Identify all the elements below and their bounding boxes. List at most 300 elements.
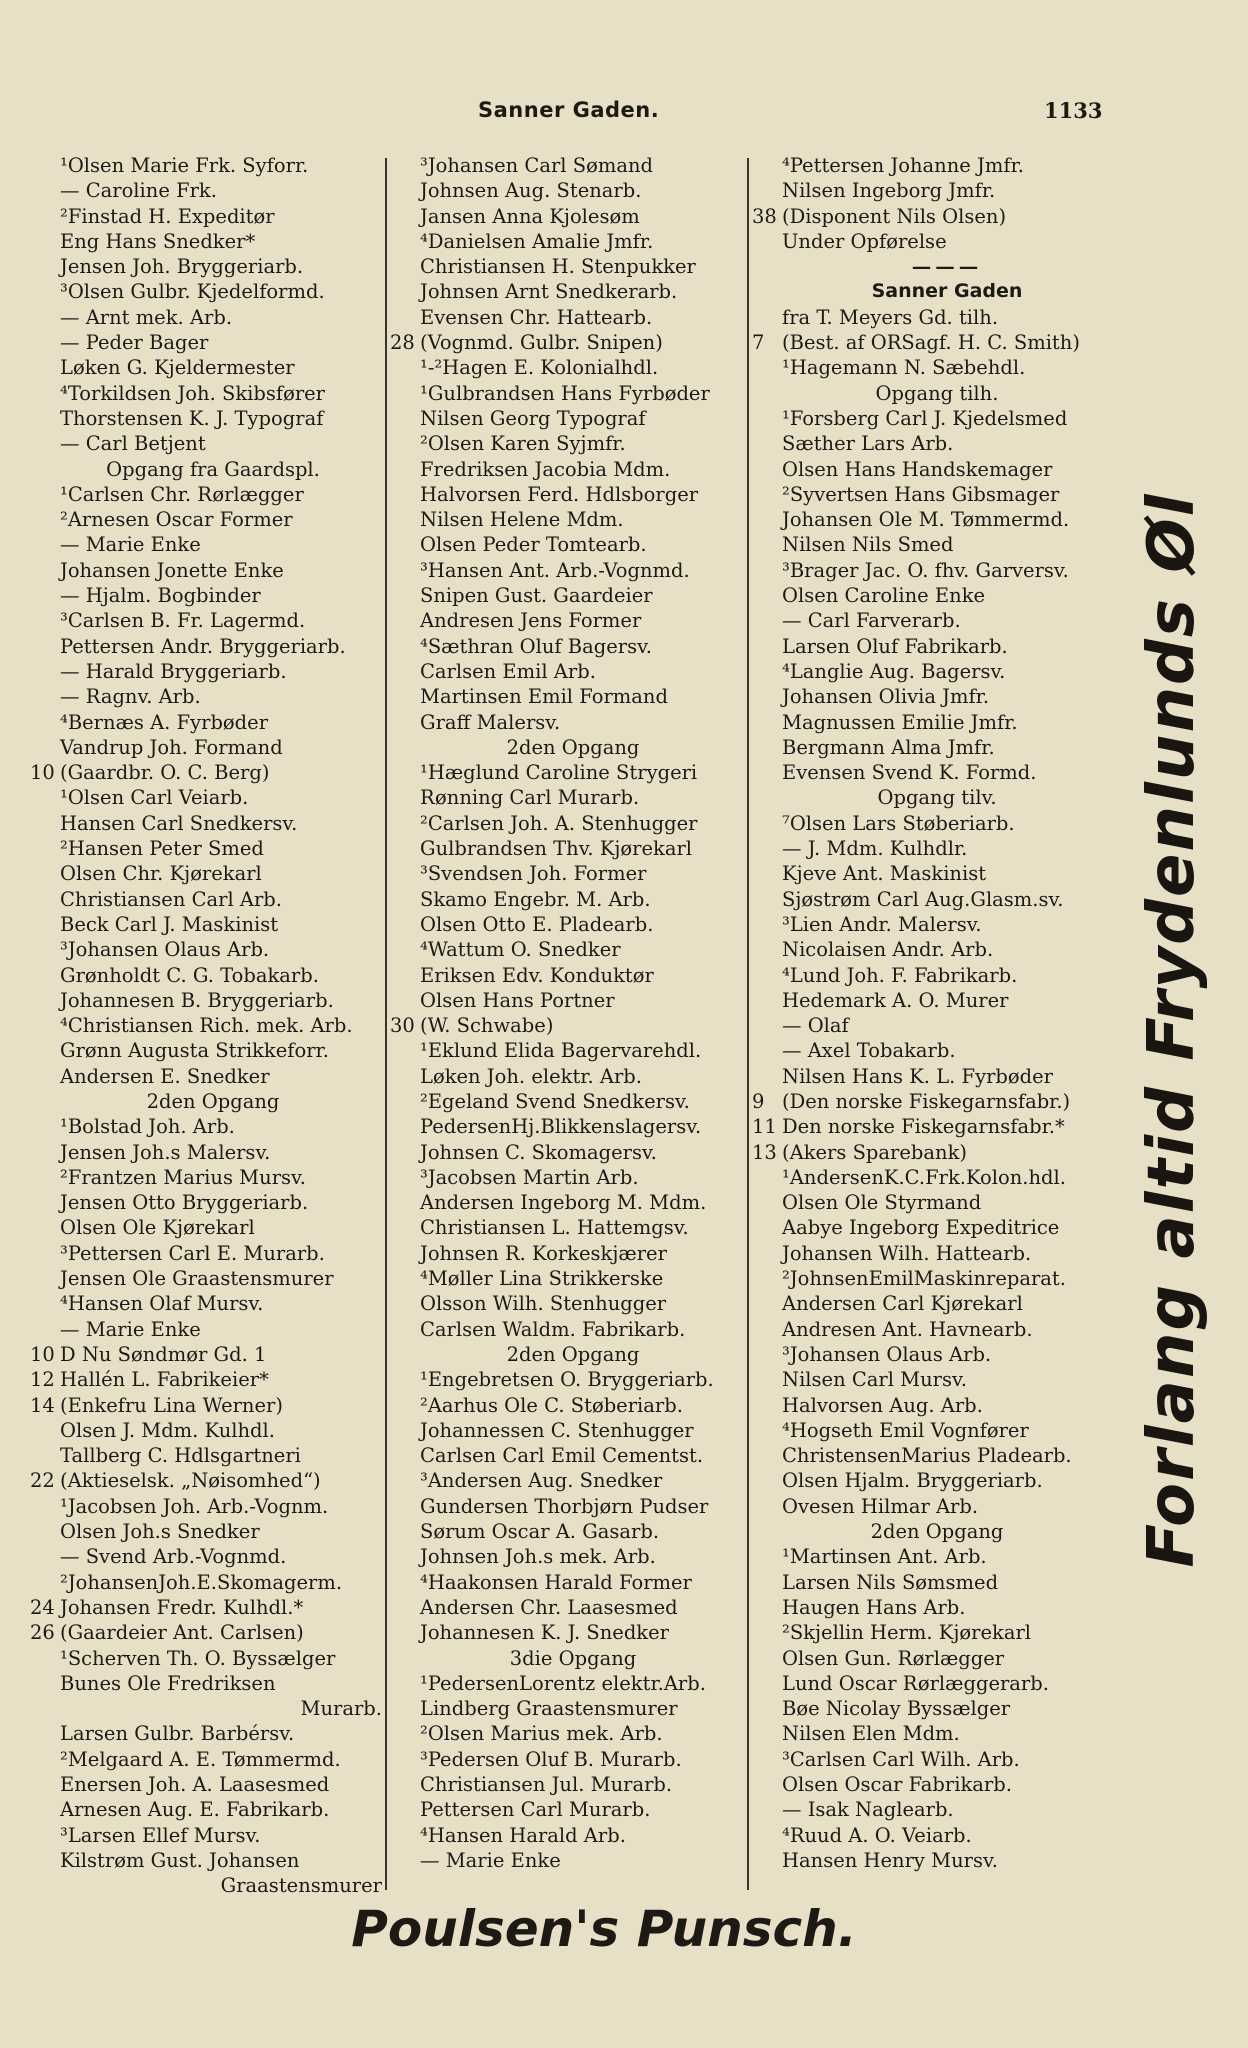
column-divider — [385, 158, 387, 1890]
entry-text: Magnussen Emilie Jmfr. — [782, 710, 1018, 734]
directory-entry — [752, 735, 1112, 760]
directory-entry — [30, 330, 386, 355]
directory-entry — [390, 659, 746, 684]
footer-ad-text: Poulsen's Punsch. — [351, 1900, 857, 1958]
entry-text: Larsen Oluf Fabrikarb. — [782, 634, 1008, 658]
directory-entry — [30, 204, 386, 229]
entry-text: ⁴Haakonsen Harald Former — [420, 1570, 692, 1594]
directory-entry — [390, 204, 746, 229]
directory-entry — [752, 1317, 1112, 1342]
entry-text: Halvorsen Ferd. Hdlsborger — [420, 482, 699, 506]
entry-text: Sanner Gaden — [871, 280, 1023, 303]
house-number: 30 — [390, 1014, 415, 1038]
entry-text: ³Brager Jac. O. fhv. Garversv. — [782, 558, 1069, 582]
directory-entry — [390, 1823, 746, 1848]
entry-text: Graastensmurer — [220, 1874, 382, 1898]
directory-entry — [390, 1291, 746, 1316]
directory-entry — [390, 735, 746, 760]
directory-entry — [752, 1215, 1112, 1240]
directory-entry — [30, 1747, 386, 1772]
entry-text: Snipen Gust. Gaardeier — [420, 584, 653, 608]
entry-text: — Caroline Frk. — [60, 179, 217, 203]
entry-text: ¹Bolstad Joh. Arb. — [60, 1115, 235, 1139]
directory-entry — [390, 1848, 746, 1873]
entry-text: ³Johansen Olaus Arb. — [60, 938, 270, 962]
directory-entry — [752, 1114, 1112, 1139]
entry-text: Olsen Hans Handskemager — [782, 457, 1053, 481]
directory-entry — [390, 1418, 746, 1443]
directory-entry — [30, 1064, 386, 1089]
directory-entry — [752, 1747, 1112, 1772]
entry-text: ¹Martinsen Ant. Arb. — [782, 1545, 987, 1569]
entry-text: Johannesen B. Bryggeriarb. — [60, 988, 334, 1012]
directory-entry — [390, 684, 746, 709]
entry-text: — Arnt mek. Arb. — [60, 305, 233, 329]
entry-text: Grønholdt C. G. Tobakarb. — [60, 963, 319, 987]
directory-entry — [390, 381, 746, 406]
entry-text: Olsen Oscar Fabrikarb. — [782, 1773, 1012, 1796]
directory-entry — [752, 1443, 1112, 1468]
entry-text: — Marie Enke — [420, 1848, 561, 1872]
entry-text: Hansen Carl Snedkersv. — [60, 811, 298, 835]
directory-entry — [30, 457, 386, 482]
directory-entry — [752, 1721, 1112, 1746]
entry-text: Opgang tilv. — [877, 786, 997, 810]
entry-text: Olsen Gun. Rørlægger — [782, 1646, 1005, 1670]
entry-text: Eriksen Edv. Konduktør — [420, 963, 654, 987]
directory-entry — [390, 1519, 746, 1544]
directory-entry — [30, 1519, 386, 1544]
directory-entry — [390, 963, 746, 988]
entry-text: — Carl Betjent — [60, 432, 206, 456]
entry-text: Carlsen Emil Arb. — [420, 659, 596, 683]
entry-text: Johnsen C. Skomagersv. — [420, 1140, 657, 1164]
directory-entry — [30, 1165, 386, 1190]
directory-entry — [390, 1443, 746, 1468]
entry-text: Thorstensen K. J. Typograf — [60, 406, 324, 430]
entry-text: Murarb. — [300, 1697, 382, 1721]
entry-text: Gundersen Thorbjørn Pudser — [420, 1494, 709, 1518]
entry-text: ¹Engebretsen O. Bryggeriarb. — [420, 1368, 714, 1392]
directory-entry — [30, 608, 386, 633]
entry-text: — Marie Enke — [60, 1317, 201, 1341]
directory-entry — [30, 1418, 386, 1443]
entry-text: Andresen Ant. Havnearb. — [782, 1317, 1033, 1341]
directory-entry — [752, 1393, 1112, 1418]
entry-text: ³Andersen Aug. Snedker — [420, 1469, 663, 1493]
entry-text: ⁴Pettersen Johanne Jmfr. — [782, 154, 1024, 177]
directory-entry — [752, 1671, 1112, 1696]
directory-entry — [390, 406, 746, 431]
entry-text: Andersen Ingeborg M. Mdm. — [420, 1191, 707, 1215]
entry-text: ——— — [911, 255, 983, 279]
entry-text: Lindberg Graastensmurer — [420, 1697, 678, 1721]
directory-entry — [752, 406, 1112, 431]
directory-entry — [30, 659, 386, 684]
entry-text: Nicolaisen Andr. Arb. — [782, 938, 994, 962]
directory-entry — [30, 912, 386, 937]
directory-entry — [30, 1367, 386, 1392]
house-number: 14 — [30, 1393, 55, 1417]
directory-entry — [752, 760, 1112, 785]
entry-text: Rønning Carl Murarb. — [420, 786, 640, 810]
directory-entry — [30, 1620, 386, 1645]
entry-text: 2den Opgang — [870, 1520, 1004, 1544]
directory-entry — [752, 887, 1112, 912]
directory-entry — [390, 1646, 746, 1671]
entry-text: Hedemark A. O. Murer — [782, 988, 1009, 1012]
entry-text: ¹PedersenLorentz elektr.Arb. — [420, 1671, 706, 1695]
entry-text: ²Olsen Marius mek. Arb. — [420, 1722, 663, 1746]
column-divider — [747, 158, 749, 1890]
entry-text: — Ragnv. Arb. — [60, 685, 201, 709]
entry-text: Johansen Olivia Jmfr. — [782, 685, 990, 709]
entry-text: — Hjalm. Bogbinder — [60, 584, 261, 608]
directory-entry — [752, 963, 1112, 988]
directory-entry — [752, 1013, 1112, 1038]
directory-entry — [752, 153, 1112, 178]
entry-text: ⁴Sæthran Oluf Bagersv. — [420, 634, 653, 658]
directory-entry — [390, 1038, 746, 1063]
directory-entry — [30, 1721, 386, 1746]
directory-entry — [30, 1797, 386, 1822]
directory-entry — [390, 1696, 746, 1721]
directory-entry — [30, 1595, 386, 1620]
entry-text: Hallén L. Fabrikeier* — [60, 1368, 269, 1392]
entry-text: ²Finstad H. Expeditør — [60, 204, 275, 228]
directory-entry — [390, 887, 746, 912]
directory-entry — [752, 836, 1112, 861]
entry-text: ²Skjellin Herm. Kjørekarl — [782, 1621, 1032, 1645]
entry-text: ⁷Olsen Lars Støberiarb. — [782, 811, 1015, 835]
directory-entry — [752, 1266, 1112, 1291]
entry-text: Evensen Svend K. Formd. — [782, 761, 1037, 785]
directory-entry — [752, 1696, 1112, 1721]
directory-entry — [390, 1721, 746, 1746]
directory-entry — [30, 1443, 386, 1468]
entry-text: Olsen Hans Portner — [420, 988, 615, 1012]
entry-text: Nilsen Georg Typograf — [420, 406, 646, 430]
house-number: 13 — [752, 1140, 777, 1164]
entry-text: ²Aarhus Ole C. Støberiarb. — [420, 1393, 683, 1417]
directory-entry — [752, 457, 1112, 482]
entry-text: Nilsen Elen Mdm. — [782, 1722, 960, 1746]
directory-entry — [30, 153, 386, 178]
entry-text: Jensen Otto Bryggeriarb. — [60, 1191, 309, 1215]
entry-text: Opgang tilh. — [875, 381, 999, 405]
entry-text: 2den Opgang — [506, 735, 640, 759]
entry-text: (Best. af ORSagf. H. C. Smith) — [782, 331, 1080, 355]
entry-text: Fredriksen Jacobia Mdm. — [420, 457, 671, 481]
directory-entry — [390, 1140, 746, 1165]
directory-column-2 — [390, 153, 746, 1873]
entry-text: Arnesen Aug. E. Fabrikarb. — [60, 1798, 330, 1822]
directory-entry — [752, 1848, 1112, 1873]
entry-text: Halvorsen Aug. Arb. — [782, 1393, 983, 1417]
entry-text: Beck Carl J. Maskinist — [60, 912, 279, 936]
directory-entry — [30, 1241, 386, 1266]
entry-text: Johnsen R. Korkeskjærer — [420, 1241, 667, 1265]
directory-entry — [30, 583, 386, 608]
directory-entry — [390, 1671, 746, 1696]
directory-entry — [30, 988, 386, 1013]
directory-entry — [30, 1089, 386, 1114]
directory-entry — [30, 1266, 386, 1291]
entry-text: Jansen Anna Kjolesøm — [420, 204, 640, 228]
directory-entry — [390, 457, 746, 482]
entry-text: ²Syvertsen Hans Gibsmager — [782, 482, 1060, 506]
directory-entry — [390, 254, 746, 279]
entry-text: — Olaf — [782, 1014, 849, 1038]
entry-text: ⁴Torkildsen Joh. Skibsfører — [60, 381, 326, 405]
directory-entry — [30, 1873, 386, 1898]
directory-entry — [752, 1165, 1112, 1190]
directory-entry — [752, 330, 1112, 355]
directory-entry — [752, 254, 1112, 279]
directory-entry — [30, 532, 386, 557]
entry-text: Larsen Gulbr. Barbérsv. — [60, 1722, 295, 1746]
directory-entry — [390, 229, 746, 254]
entry-text: Bunes Ole Fredriksen — [60, 1671, 276, 1695]
entry-text: Johansen Wilh. Hattearb. — [782, 1241, 1032, 1265]
directory-entry — [752, 1190, 1112, 1215]
entry-text: Graff Malersv. — [420, 710, 561, 734]
directory-entry — [752, 1367, 1112, 1392]
directory-entry — [752, 912, 1112, 937]
directory-entry — [752, 1797, 1112, 1822]
entry-text: ⁴Christiansen Rich. mek. Arb. — [60, 1014, 353, 1038]
entry-text: Christiansen Jul. Murarb. — [420, 1773, 673, 1796]
vertical-ad-text: Forlang altid Frydenlunds Øl — [1135, 492, 1209, 1568]
directory-entry — [390, 912, 746, 937]
directory-entry — [30, 1013, 386, 1038]
house-number: 9 — [752, 1089, 765, 1113]
house-number: 38 — [752, 204, 777, 228]
entry-text: ¹Gulbrandsen Hans Fyrbøder — [420, 381, 710, 405]
directory-entry — [390, 1772, 746, 1797]
directory-entry — [30, 1215, 386, 1240]
directory-entry — [390, 1165, 746, 1190]
directory-entry — [30, 1140, 386, 1165]
entry-text: Lund Oscar Rørlæggerarb. — [782, 1671, 1049, 1695]
entry-text: ³Jacobsen Martin Arb. — [420, 1165, 639, 1189]
house-number: 22 — [30, 1469, 55, 1493]
house-number: 28 — [390, 331, 415, 355]
entry-text: Johnsen Joh.s mek. Arb. — [420, 1545, 656, 1569]
directory-entry — [752, 507, 1112, 532]
entry-text: Olsen Hjalm. Bryggeriarb. — [782, 1469, 1043, 1493]
directory-entry — [390, 1317, 746, 1342]
directory-entry — [30, 684, 386, 709]
entry-text: ⁴Lund Joh. F. Fabrikarb. — [782, 963, 1018, 987]
entry-text: Johannesen K. J. Snedker — [420, 1621, 669, 1645]
entry-text: Carlsen Carl Emil Cementst. — [420, 1444, 704, 1468]
house-number: 10 — [30, 761, 55, 785]
entry-text: ²Arnesen Oscar Former — [60, 508, 293, 532]
house-number: 11 — [752, 1115, 777, 1139]
entry-text: Evensen Chr. Hattearb. — [420, 305, 653, 329]
directory-entry — [30, 507, 386, 532]
directory-entry — [30, 558, 386, 583]
directory-entry — [30, 963, 386, 988]
street-title: Sanner Gaden. — [478, 98, 660, 122]
page-number: 1133 — [1044, 98, 1103, 123]
directory-entry — [752, 861, 1112, 886]
directory-entry — [390, 279, 746, 304]
entry-text: ³Carlsen B. Fr. Lagermd. — [60, 609, 306, 633]
directory-entry — [390, 532, 746, 557]
directory-entry — [752, 1140, 1112, 1165]
directory-entry — [390, 811, 746, 836]
entry-text: Gulbrandsen Thv. Kjørekarl — [420, 837, 693, 861]
directory-entry — [752, 305, 1112, 330]
directory-column-1 — [30, 153, 386, 1898]
entry-text: Christiansen H. Stenpukker — [420, 255, 696, 279]
entry-text: ⁴Danielsen Amalie Jmfr. — [420, 229, 654, 253]
directory-entry — [752, 1494, 1112, 1519]
directory-entry — [390, 1064, 746, 1089]
directory-entry — [390, 583, 746, 608]
entry-text: Olsen J. Mdm. Kulhdl. — [60, 1418, 275, 1442]
entry-text: ¹Olsen Marie Frk. Syforr. — [60, 154, 309, 177]
directory-entry — [752, 1519, 1112, 1544]
directory-entry — [752, 1089, 1112, 1114]
entry-text: ⁴Langlie Aug. Bagersv. — [782, 659, 1006, 683]
entry-text: ³Johansen Carl Sømand — [420, 154, 653, 177]
directory-entry — [390, 1089, 746, 1114]
entry-text: ¹Eklund Elida Bagervarehdl. — [420, 1039, 702, 1063]
directory-entry — [390, 1393, 746, 1418]
directory-entry — [390, 785, 746, 810]
directory-entry — [390, 558, 746, 583]
directory-entry — [390, 634, 746, 659]
entry-text: Jensen Ole Graastensmurer — [60, 1267, 334, 1291]
directory-entry — [30, 1494, 386, 1519]
entry-text: ³Hansen Ant. Arb.-Vognmd. — [420, 558, 690, 582]
entry-text: Under Opførelse — [782, 229, 947, 253]
directory-entry — [752, 532, 1112, 557]
entry-text: ⁴Hansen Harald Arb. — [420, 1823, 626, 1847]
entry-text: Nilsen Helene Mdm. — [420, 508, 624, 532]
directory-entry — [30, 1544, 386, 1569]
entry-text: Olsen Ole Kjørekarl — [60, 1216, 255, 1240]
entry-text: Aabye Ingeborg Expeditrice — [782, 1216, 1060, 1240]
entry-text: ³Svendsen Joh. Former — [420, 862, 647, 886]
directory-entry — [390, 1570, 746, 1595]
directory-entry — [752, 1620, 1112, 1645]
directory-entry — [752, 279, 1112, 304]
entry-text: Christiansen Carl Arb. — [60, 887, 282, 911]
directory-entry — [390, 710, 746, 735]
directory-entry — [30, 1393, 386, 1418]
entry-text: Carlsen Waldm. Fabrikarb. — [420, 1317, 686, 1341]
directory-entry — [390, 153, 746, 178]
directory-entry — [390, 1494, 746, 1519]
entry-text: ¹Forsberg Carl J. Kjedelsmed — [782, 406, 1068, 430]
directory-entry — [30, 229, 386, 254]
entry-text: Nilsen Hans K. L. Fyrbøder — [782, 1064, 1053, 1088]
directory-entry — [30, 1190, 386, 1215]
entry-text: Løken G. Kjeldermester — [60, 356, 295, 380]
entry-text: Den norske Fiskegarnsfabr.* — [782, 1115, 1065, 1139]
directory-entry — [752, 482, 1112, 507]
directory-entry — [390, 1114, 746, 1139]
entry-text: — Carl Farverarb. — [782, 609, 961, 633]
entry-text: (Den norske Fiskegarnsfabr.) — [782, 1089, 1071, 1113]
directory-entry — [390, 760, 746, 785]
entry-text: Johannessen C. Stenhugger — [420, 1418, 694, 1442]
directory-entry — [390, 861, 746, 886]
entry-text: ³Larsen Ellef Mursv. — [60, 1823, 261, 1847]
entry-text: Johnsen Aug. Stenarb. — [420, 179, 642, 203]
directory-entry — [30, 279, 386, 304]
directory-entry — [752, 1291, 1112, 1316]
entry-text: ¹AndersenK.C.Frk.Kolon.hdl. — [782, 1165, 1066, 1189]
entry-text: Olsen Chr. Kjørekarl — [60, 862, 262, 886]
entry-text: ⁴Hogseth Emil Vognfører — [782, 1418, 1029, 1442]
entry-text: (Enkefru Lina Werner) — [60, 1393, 283, 1417]
entry-text: — Marie Enke — [60, 533, 201, 557]
entry-text: Nilsen Ingeborg Jmfr. — [782, 179, 996, 203]
entry-text: Skamo Engebr. M. Arb. — [420, 887, 651, 911]
entry-text: Pettersen Andr. Bryggeriarb. — [60, 634, 346, 658]
entry-text: ⁴Wattum O. Snedker — [420, 938, 621, 962]
entry-text: Jensen Joh. Bryggeriarb. — [60, 255, 304, 279]
directory-entry — [30, 254, 386, 279]
entry-text: PedersenHj.Blikkenslagersv. — [420, 1115, 702, 1139]
directory-entry — [752, 204, 1112, 229]
entry-text: 2den Opgang — [506, 1342, 640, 1366]
directory-entry — [30, 861, 386, 886]
directory-entry — [30, 1772, 386, 1797]
directory-entry — [752, 608, 1112, 633]
directory-entry — [390, 355, 746, 380]
directory-entry — [30, 1646, 386, 1671]
directory-entry — [390, 482, 746, 507]
directory-entry — [30, 735, 386, 760]
entry-text: ²Egeland Svend Snedkersv. — [420, 1089, 690, 1113]
directory-entry — [752, 229, 1112, 254]
directory-entry — [30, 1342, 386, 1367]
page-header — [0, 98, 1248, 134]
entry-text: (Gaardeier Ant. Carlsen) — [60, 1621, 304, 1645]
entry-text: ³Pedersen Oluf B. Murarb. — [420, 1747, 682, 1771]
directory-entry — [30, 937, 386, 962]
directory-entry — [390, 937, 746, 962]
entry-text: Tallberg C. Hdlsgartneri — [60, 1444, 301, 1468]
directory-entry — [752, 634, 1112, 659]
directory-entry — [30, 1696, 386, 1721]
directory-entry — [30, 1038, 386, 1063]
entry-text: ¹Jacobsen Joh. Arb.-Vognm. — [60, 1494, 329, 1518]
directory-entry — [390, 178, 746, 203]
directory-entry — [30, 785, 386, 810]
directory-entry — [390, 1797, 746, 1822]
entry-text: Løken Joh. elektr. Arb. — [420, 1064, 642, 1088]
entry-text: Opgang fra Gaardspl. — [106, 457, 320, 481]
entry-text: Bergmann Alma Jmfr. — [782, 735, 995, 759]
directory-entry — [390, 1544, 746, 1569]
house-number: 7 — [752, 331, 765, 355]
entry-text: Johansen Ole M. Tømmermd. — [782, 508, 1070, 532]
directory-entry — [390, 305, 746, 330]
entry-text: Olsen Caroline Enke — [782, 584, 986, 608]
entry-text: Olsen Peder Tomtearb. — [420, 533, 647, 557]
entry-text: ³Carlsen Carl Wilh. Arb. — [782, 1747, 1020, 1771]
directory-entry — [752, 178, 1112, 203]
directory-entry — [752, 1544, 1112, 1569]
directory-entry — [30, 760, 386, 785]
